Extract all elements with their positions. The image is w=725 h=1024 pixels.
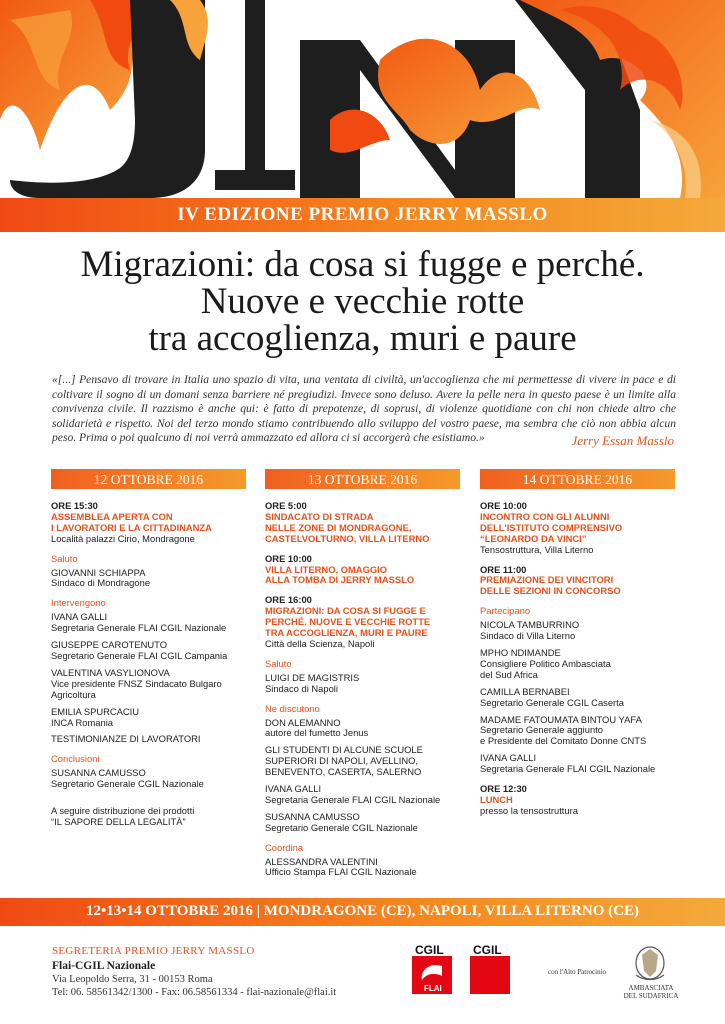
person-name: GLI STUDENTI DI ALCUNE SCUOLE bbox=[265, 744, 423, 756]
section-label: Ne discutono bbox=[265, 702, 320, 714]
main-headline bbox=[0, 246, 725, 357]
event-title: DELL'ISTITUTO COMPRENSIVO bbox=[480, 521, 623, 533]
event-title: TRA ACCOGLIENZA, MURI E PAURE bbox=[265, 627, 428, 639]
embassy-label bbox=[607, 984, 695, 1000]
event-title: “LEONARDO DA VINCI” bbox=[480, 532, 587, 544]
logo-cgil-text-2: CGIL bbox=[473, 944, 502, 957]
program-day-14 bbox=[480, 469, 675, 817]
person-role: Sindaco di Napoli bbox=[265, 682, 338, 694]
event-title: MIGRAZIONI: DA COSA SI FUGGE E bbox=[265, 605, 426, 617]
embassy-line-2: DEL SUDAFRICA bbox=[623, 992, 679, 1000]
person-name: DON ALEMANNO bbox=[265, 716, 341, 728]
event-time: ORE 12:30 bbox=[480, 783, 527, 795]
event-place: Città della Scienza, Napoli bbox=[265, 637, 375, 649]
person-name: IVANA GALLI bbox=[265, 783, 322, 795]
section-label: Intervengono bbox=[51, 597, 106, 609]
secretariat-info bbox=[52, 945, 336, 998]
event-time: ORE 16:00 bbox=[265, 594, 312, 606]
secretariat-contacts: Tel: 06. 58561342/1300 - Fax: 06.58561334 - flai-nazionale@flai.it bbox=[52, 987, 337, 998]
person-role: e Presidente del Comitato Donne CNTS bbox=[480, 735, 647, 747]
person-role: Segretario Generale CGIL Nazionale bbox=[51, 778, 204, 790]
event-time: ORE 5:00 bbox=[265, 500, 307, 511]
event-title: I LAVORATORI E LA CITTADINANZA bbox=[51, 521, 212, 533]
cgil-logo bbox=[470, 944, 520, 994]
person-role: Sindaco di Mondragone bbox=[51, 577, 151, 589]
event-title: CASTELVOLTURNO, VILLA LITERNO bbox=[265, 532, 430, 544]
headline-line-2: Nuove e vecchie rotte bbox=[200, 281, 525, 322]
secretariat-title: SEGRETERIA PREMIO JERRY MASSLO bbox=[52, 945, 255, 957]
event-title: ALLA TOMBA DI JERRY MASSLO bbox=[265, 574, 415, 586]
flai-cgil-logo bbox=[412, 944, 462, 994]
day-date: 12 OTTOBRE 2016 bbox=[51, 469, 246, 489]
person-role: Segretario Generale FLAI CGIL Campania bbox=[51, 649, 228, 661]
hero-jm-letters bbox=[0, 0, 725, 198]
secretariat-org: Flai-CGIL Nazionale bbox=[52, 960, 156, 972]
headline-line-3: tra accoglienza, muri e paure bbox=[148, 318, 577, 359]
day-date: 14 OTTOBRE 2016 bbox=[480, 469, 675, 489]
person-name: SUPERIORI DI NAPOLI, AVELLINO, bbox=[265, 755, 418, 767]
event-time: ORE 10:00 bbox=[265, 552, 312, 564]
section-label: Coordina bbox=[265, 841, 304, 853]
event-place: Località palazzi Cirio, Mondragone bbox=[51, 532, 195, 544]
patronage-label: con l'Alto Patrocinio bbox=[548, 968, 607, 976]
event-time: ORE 15:30 bbox=[51, 500, 98, 511]
event-time: ORE 10:00 bbox=[480, 500, 527, 511]
dates-locations-text: 12•13•14 OTTOBRE 2016 | MONDRAGONE (CE), NAPOLI, VILLA LITERNO (CE) bbox=[86, 903, 639, 919]
person-name: SUSANNA CAMUSSO bbox=[51, 767, 146, 779]
event-title: NELLE ZONE DI MONDRAGONE, bbox=[265, 521, 412, 533]
person-role: autore del fumetto Jenus bbox=[265, 727, 369, 739]
person-name: GIUSEPPE CAROTENUTO bbox=[51, 639, 167, 651]
person-name: CAMILLA BERNABEI bbox=[480, 685, 570, 697]
person-role: Ufficio Stampa FLAI CGIL Nazionale bbox=[265, 866, 417, 878]
event-title: DELLE SEZIONI IN CONCORSO bbox=[480, 585, 621, 597]
secretariat-address: Via Leopoldo Serra, 31 - 00153 Roma bbox=[52, 974, 213, 985]
person-name: NICOLA TAMBURRINO bbox=[480, 619, 580, 631]
program-day-12 bbox=[51, 469, 246, 828]
person-role: Segretario Generale CGIL Nazionale bbox=[265, 821, 418, 833]
event-title: PREMIAZIONE DEI VINCITORI bbox=[480, 574, 614, 586]
person-name: VALENTINA VASYLIONOVA bbox=[51, 666, 170, 678]
person-name: MADAME FATOUMATA BINTOU YAFA bbox=[480, 713, 642, 725]
headline-line-1: Migrazioni: da cosa si fugge e perché. bbox=[80, 244, 645, 285]
event-place: presso la tensostruttura bbox=[480, 804, 578, 816]
person-role: Segretario Generale CGIL Caserta bbox=[480, 696, 624, 708]
person-name: MPHO NDIMANDE bbox=[480, 646, 561, 658]
event-title: ASSEMBLEA APERTA CON bbox=[51, 510, 173, 522]
section-label: Conclusioni bbox=[51, 753, 100, 765]
section-label: Partecipano bbox=[480, 605, 531, 617]
person-name: BENEVENTO, CASERTA, SALERNO bbox=[265, 766, 422, 778]
event-title: LUNCH bbox=[480, 793, 513, 805]
section-label: Saluto bbox=[265, 657, 292, 669]
person-name: EMILIA SPURCACIU bbox=[51, 705, 140, 717]
person-role: Segretaria Generale FLAI CGIL Nazionale bbox=[51, 622, 227, 634]
logo-cgil-text: CGIL bbox=[415, 944, 444, 957]
event-time: ORE 11:00 bbox=[480, 563, 527, 575]
edition-title: IV EDIZIONE PREMIO JERRY MASSLO bbox=[177, 204, 548, 225]
person-role: Agricoltura bbox=[51, 688, 96, 700]
event-title: PERCHÉ. NUOVE E VECCHIE ROTTE bbox=[265, 616, 431, 628]
person-name: LUIGI DE MAGISTRIS bbox=[265, 671, 360, 683]
person-name: ALESSANDRA VALENTINI bbox=[265, 855, 378, 867]
section-label: Saluto bbox=[51, 552, 78, 564]
person-role: INCA Romania bbox=[51, 716, 114, 728]
event-title: INCONTRO CON GLI ALUNNI bbox=[480, 510, 610, 522]
quote-author-signature: Jerry Essan Masslo bbox=[571, 433, 674, 448]
person-role: del Sud Africa bbox=[480, 668, 538, 680]
person-role: Segretario Generale aggiunto bbox=[480, 724, 604, 736]
person-role: Consigliere Politico Ambasciata bbox=[480, 657, 611, 669]
person-name: IVANA GALLI bbox=[480, 752, 537, 764]
event-title: VILLA LITERNO, OMAGGIO bbox=[265, 563, 388, 575]
person-role: Segretaria Generale FLAI CGIL Nazionale bbox=[265, 793, 441, 805]
closing-note: “IL SAPORE DELLA LEGALITÀ” bbox=[51, 815, 186, 827]
closing-note: A seguire distribuzione dei prodotti bbox=[51, 805, 195, 817]
person-role: Vice presidente FNSZ Sindacato Bulgaro bbox=[51, 677, 222, 689]
day-date: 13 OTTOBRE 2016 bbox=[265, 469, 460, 489]
person-role: Segretaria Generale FLAI CGIL Nazionale bbox=[480, 763, 656, 775]
hero-artwork bbox=[0, 0, 725, 198]
masslo-quote: «[...] Pensavo di trovare in Italia uno spazio di vita, una ventata di civiltà, un'accoglienza che mi permettesse di vivere in pace e di coltivare il sogno di un domani senza barriere né pregiudizi. Invece sono deluso. Avere la pelle nera in questo paese è un limite alla convivenza civile. Il razzismo è anche qui: è fatto di prepotenze, di soprusi, di violenze quotidiane con chi non chiede altro che solidarietà e rispetto. Noi del terzo mondo stiamo contribuendo allo sviluppo del vostro paese, ma sembra che ciò non abbia alcun peso. Prima o poi qualcuno di noi verrà ammazzato ed allora ci si accorgerà che esistiamo.» bbox=[52, 373, 676, 445]
event-title: SINDACATO DI STRADA bbox=[265, 510, 374, 522]
person-role: Sindaco di Villa Literno bbox=[480, 630, 576, 642]
person-name: SUSANNA CAMUSSO bbox=[265, 810, 360, 822]
logo-flai-text: FLAI bbox=[424, 984, 442, 993]
testimonials: TESTIMONIANZE DI LAVORATORI bbox=[51, 733, 201, 745]
person-name: GIOVANNI SCHIAPPA bbox=[51, 566, 146, 578]
event-place: Tensostruttura, Villa Literno bbox=[480, 543, 594, 555]
person-name: IVANA GALLI bbox=[51, 611, 108, 623]
program-day-13 bbox=[265, 469, 460, 878]
embassy-line-1: AMBASCIATA bbox=[628, 984, 674, 992]
